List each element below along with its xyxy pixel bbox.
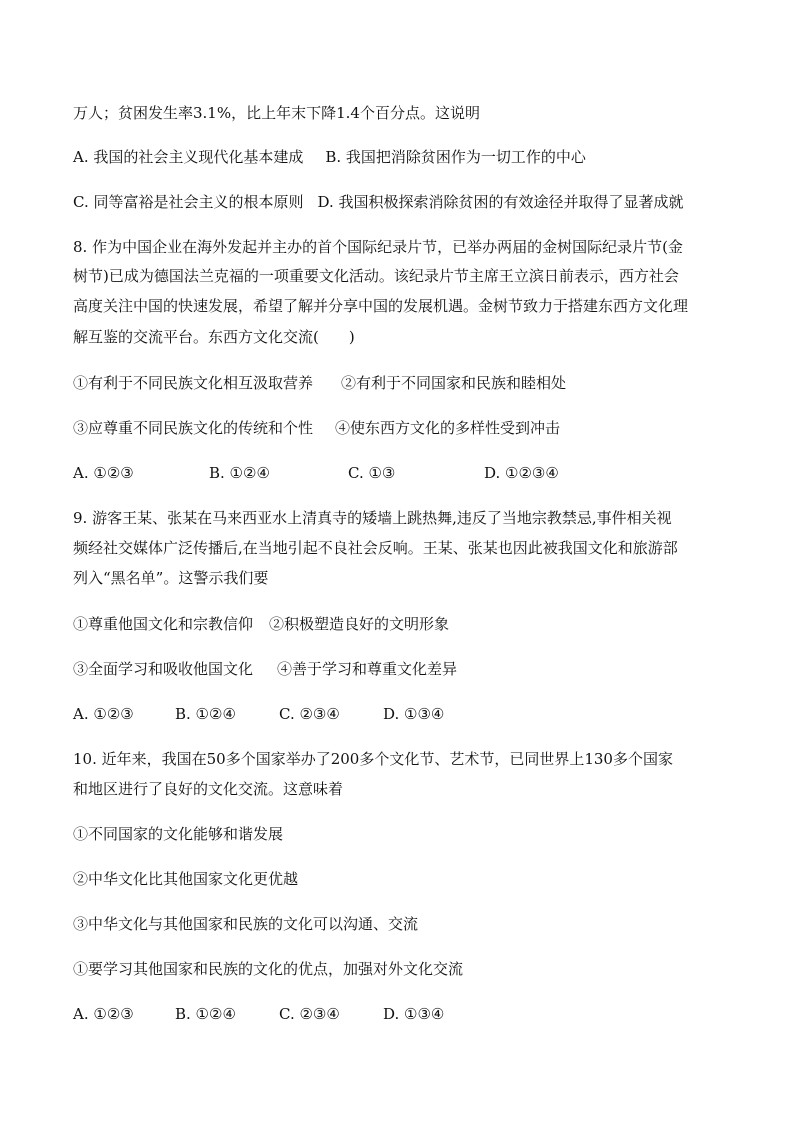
- q8-stem-line1: 8. 作为中国企业在海外发起并主办的首个国际纪录片节，已举办两届的金树国际纪录片节(金: [73, 238, 683, 256]
- q8-option-b: B. ①②④: [209, 464, 270, 482]
- q10-statement-1: ①不同国家的文化能够和谐发展: [73, 825, 284, 843]
- q8-statement-2: ②有利于不同国家和民族和睦相处: [341, 374, 567, 392]
- q8-option-a: A. ①②③: [73, 464, 134, 482]
- q8-stem-line2: 树节)已成为德国法兰克福的一项重要文化活动。该纪录片节主席王立滨日前表示，西方社会: [73, 267, 679, 285]
- q10-option-a: A. ①②③: [73, 1005, 134, 1023]
- q9-statement-4: ④善于学习和尊重文化差异: [277, 660, 458, 678]
- q7-options-cd: [73, 192, 733, 212]
- q8-statement-1: ①有利于不同民族文化相互汲取营养: [73, 374, 314, 392]
- q8-statement-4: ④使东西方文化的多样性受到冲击: [335, 419, 561, 437]
- q9-stem-line1: 9. 游客王某、张某在马来西亚水上清真寺的矮墙上跳热舞,违反了当地宗教禁忌,事件相关视: [73, 509, 672, 527]
- q10-statement-2: ②中华文化比其他国家文化更优越: [73, 870, 299, 888]
- q10-stem-line1: 10. 近年来，我国在50多个国家举办了200多个文化节、艺术节，已同世界上130多个国家: [73, 750, 673, 768]
- q10-option-b: B. ①②④: [175, 1005, 236, 1023]
- q7-options-ab: [73, 147, 733, 167]
- q8-option-d: D. ①②③④: [484, 464, 559, 482]
- q8-stem-line4: 解互鉴的交流平台。东西方文化交流( ): [73, 328, 355, 346]
- q10-stem-line2: 和地区进行了良好的文化交流。这意味着: [73, 780, 344, 798]
- q9-statement-3: ③全面学习和吸收他国文化: [73, 660, 254, 678]
- q7-option-a: A. 我国的社会主义现代化基本建成: [73, 148, 304, 166]
- q10-option-d: D. ①③④: [383, 1005, 445, 1023]
- q9-option-d: D. ①③④: [383, 705, 445, 723]
- q9-stem-line2: 频经社交媒体广泛传播后,在当地引起不良社会反响。王某、张某也因此被我国文化和旅游部: [73, 539, 678, 557]
- q8-statements-34: [73, 418, 733, 438]
- q8-stem-line3: 高度关注中国的快速发展，希望了解并分享中国的发展机遇。金树节致力于搭建东西方文化理: [73, 297, 689, 315]
- q7-option-b: B. 我国把消除贫困作为一切工作的中心: [325, 148, 586, 166]
- q9-statements-12: [73, 614, 733, 634]
- q9-stem-line3: 列入“黑名单”。这警示我们要: [73, 569, 269, 587]
- q10-option-c: C. ②③④: [279, 1005, 340, 1023]
- q7-option-c: C. 同等富裕是社会主义的根本原则: [73, 193, 304, 211]
- q9-statement-2: ②积极塑造良好的文明形象: [269, 615, 450, 633]
- q7-continuation: 万人；贫困发生率3.1%，比上年末下降1.4个百分点。这说明: [73, 104, 480, 122]
- q8-statements-12: [73, 373, 733, 393]
- q8-option-c: C. ①③: [348, 464, 396, 482]
- q8-statement-3: ③应尊重不同民族文化的传统和个性: [73, 419, 314, 437]
- q10-statement-4: ①要学习其他国家和民族的文化的优点，加强对外文化交流: [73, 960, 464, 978]
- q7-option-d: D. 我国积极探索消除贫困的有效途径并取得了显著成就: [317, 193, 684, 211]
- q9-option-a: A. ①②③: [73, 705, 134, 723]
- q9-option-b: B. ①②④: [175, 705, 236, 723]
- q9-statement-1: ①尊重他国文化和宗教信仰: [73, 615, 254, 633]
- q9-option-c: C. ②③④: [279, 705, 340, 723]
- q9-statements-34: [73, 659, 733, 679]
- q10-statement-3: ③中华文化与其他国家和民族的文化可以沟通、交流: [73, 915, 419, 933]
